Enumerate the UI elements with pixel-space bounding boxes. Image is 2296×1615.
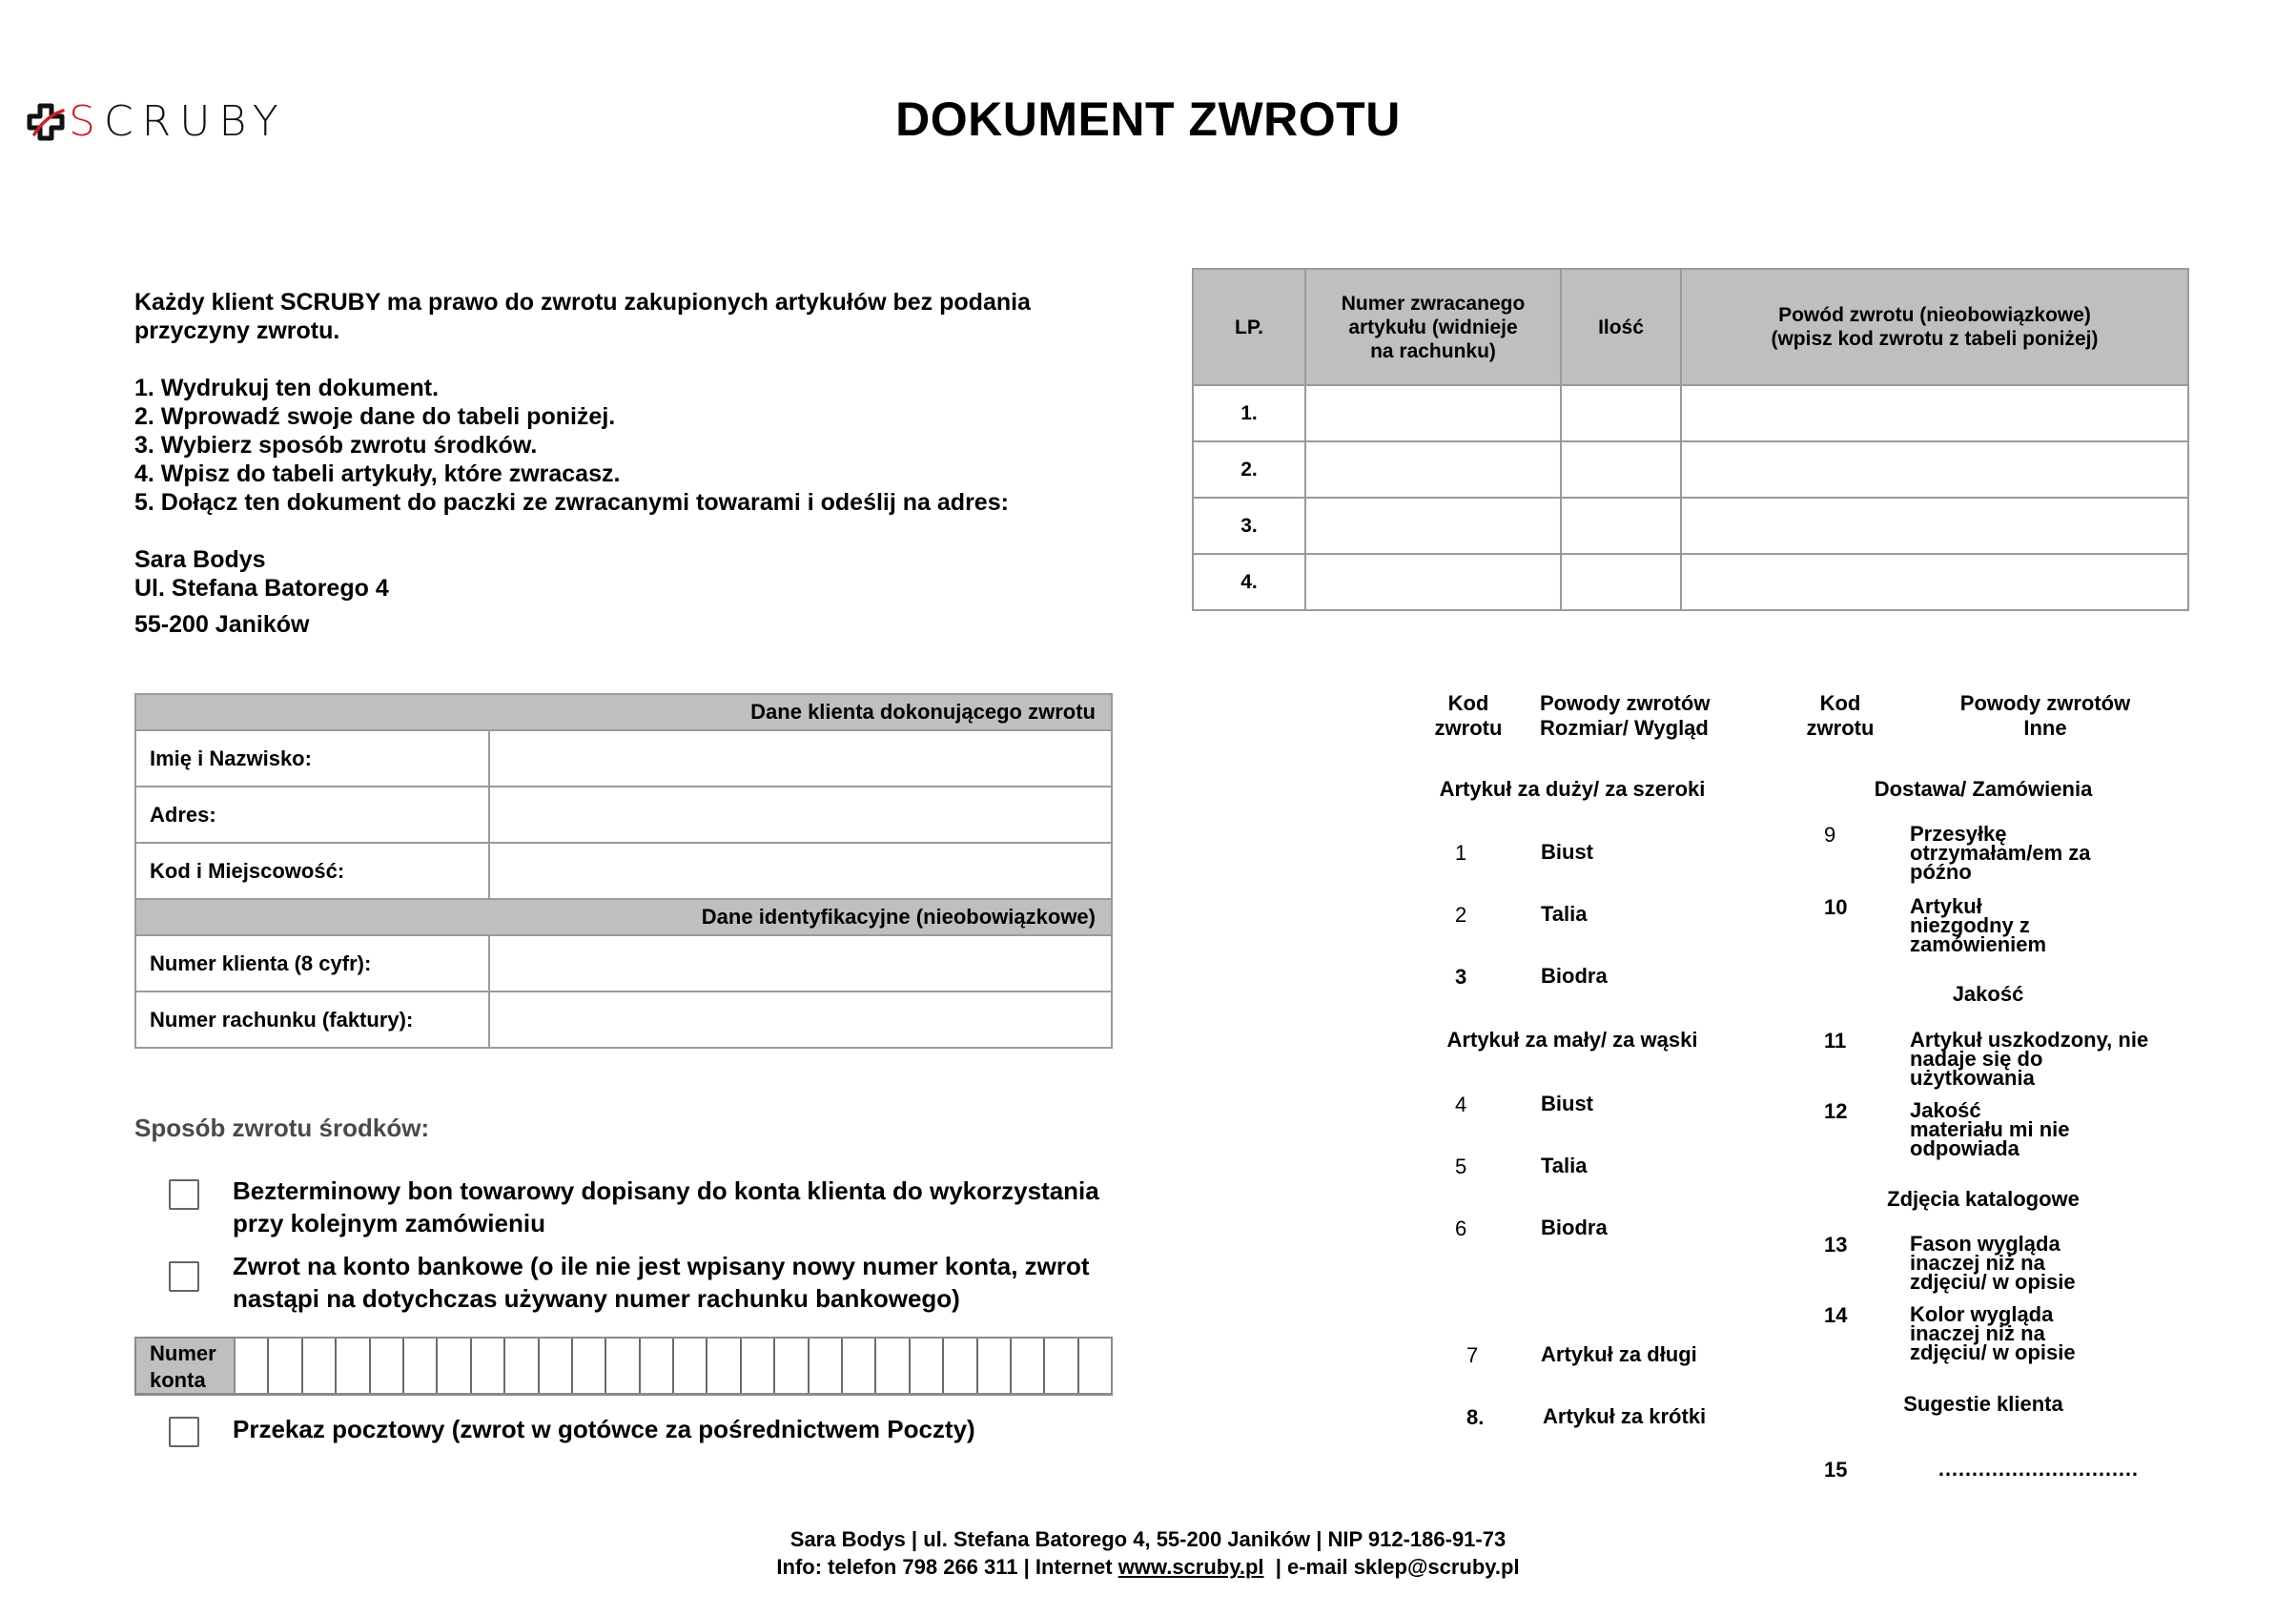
return-code: 9 <box>1824 823 1836 847</box>
col-header-lp: LP. <box>1193 269 1305 385</box>
client-data-header: Dane klienta dokonującego zwrotu <box>135 694 1112 730</box>
codes-right-reason-header <box>1917 691 2174 741</box>
account-digit-box[interactable] <box>404 1339 438 1393</box>
address-field[interactable] <box>489 787 1112 843</box>
custom-reason-blank[interactable]: ………………………… <box>1937 1457 2138 1481</box>
footer <box>0 1525 2296 1581</box>
page-title: DOKUMENT ZWROTU <box>895 92 1401 146</box>
account-label-line: Numer <box>150 1341 216 1365</box>
row-number: 3. <box>1193 498 1305 554</box>
reason-line: niezgodny z <box>1910 913 2030 937</box>
reason-line: materiału mi nie <box>1910 1117 2070 1141</box>
table-row <box>1193 554 2188 610</box>
account-digit-box[interactable] <box>775 1339 809 1393</box>
return-code: 6 <box>1455 1216 1467 1240</box>
logo-wordmark: SCRUBY <box>69 97 287 146</box>
account-digit-box[interactable] <box>1012 1339 1045 1393</box>
return-reason: Artykuł za krótki <box>1543 1404 1707 1428</box>
code-group-heading: Jakość <box>1952 982 2024 1006</box>
return-code: 2 <box>1455 903 1467 927</box>
reason-line: inaczej niż na <box>1910 1321 2045 1345</box>
header-line: Powody zwrotów <box>1959 691 2131 715</box>
return-reason <box>1910 822 2091 884</box>
return-code: 4 <box>1455 1093 1467 1116</box>
return-reason: Artykuł za długi <box>1541 1342 1697 1366</box>
reason-line: Fason wygląda <box>1910 1232 2060 1256</box>
account-number-row <box>134 1337 1113 1396</box>
step-item: 2. Wprowadź swoje dane do tabeli poniżej. <box>134 403 616 430</box>
header-line: na rachunku) <box>1370 339 1496 362</box>
account-digit-box[interactable] <box>978 1339 1012 1393</box>
return-code: 11 <box>1824 1029 1847 1053</box>
reason-line: Artykuł <box>1910 894 1982 918</box>
header-line: Inne <box>2023 716 2067 740</box>
header-line: Rozmiar/ Wygląd <box>1540 716 1709 740</box>
return-code: 13 <box>1824 1233 1848 1257</box>
bank-transfer-checkbox[interactable] <box>169 1261 199 1292</box>
col-header-article <box>1305 269 1561 385</box>
article-number-cell[interactable] <box>1305 554 1561 610</box>
table-row <box>1193 385 2188 441</box>
reason-line: nadaje się do <box>1910 1047 2043 1071</box>
header-line: (wpisz kod zwrotu z tabeli poniżej) <box>1771 328 2099 350</box>
account-digit-boxes <box>236 1339 1111 1393</box>
account-digit-box[interactable] <box>1079 1339 1111 1393</box>
row-number: 2. <box>1193 441 1305 498</box>
account-digit-box[interactable] <box>438 1339 471 1393</box>
table-row <box>1193 498 2188 554</box>
return-code: 15 <box>1824 1458 1848 1482</box>
quantity-cell[interactable] <box>1561 554 1681 610</box>
address-city: 55-200 Janików <box>134 611 310 638</box>
article-number-cell[interactable] <box>1305 385 1561 441</box>
header-line: Numer zwracanego <box>1341 292 1526 315</box>
refund-method-heading: Sposób zwrotu środków: <box>134 1114 430 1142</box>
table-row <box>135 730 1112 787</box>
return-code: 7 <box>1466 1343 1479 1367</box>
reason-line: inaczej niż na <box>1910 1251 2045 1275</box>
account-label-line: konta <box>150 1368 206 1392</box>
return-reason <box>1910 1028 2149 1090</box>
step-item: 5. Dołącz ten dokument do paczki ze zwracanymi towarami i odeślij na adres: <box>134 489 1009 516</box>
codes-right-code-header <box>1793 691 1888 741</box>
step-item: 3. Wybierz sposób zwrotu środków. <box>134 432 538 459</box>
reason-cell[interactable] <box>1681 441 2188 498</box>
return-reason <box>1910 894 2047 956</box>
instructions <box>134 288 1126 639</box>
step-item: 1. Wydrukuj ten dokument. <box>134 375 440 401</box>
account-number-label <box>136 1339 236 1393</box>
codes-left-reason-header <box>1540 691 1710 741</box>
field-label: Kod i Miejscowość: <box>135 843 489 899</box>
header-line: Powody zwrotów <box>1540 691 1711 715</box>
footer-company-line: Sara Bodys | ul. Stefana Batorego 4, 55-200 Janików | NIP 912-186-91-73 <box>789 1527 1507 1551</box>
header-line: Powód zwrotu (nieobowiązkowe) <box>1778 304 2091 326</box>
reason-line: zdjęciu/ w opisie <box>1910 1340 2076 1364</box>
client-data-table <box>134 693 1113 1049</box>
account-digit-box[interactable] <box>303 1339 337 1393</box>
header-line: zwrotu <box>1434 716 1503 740</box>
reason-cell[interactable] <box>1681 554 2188 610</box>
account-digit-box[interactable] <box>641 1339 674 1393</box>
account-digit-box[interactable] <box>269 1339 302 1393</box>
postal-order-option-label: Przekaz pocztowy (zwrot w gotówce za pośrednictwem Poczty) <box>233 1415 975 1443</box>
reason-cell[interactable] <box>1681 498 2188 554</box>
code-group-heading: Artykuł za duży/ za szeroki <box>1439 777 1706 801</box>
header-line: artykułu (widnieje <box>1348 316 1518 338</box>
table-row <box>135 935 1112 991</box>
identification-header: Dane identyfikacyjne (nieobowiązkowe) <box>135 899 1112 935</box>
footer-contact-line <box>0 1553 2296 1581</box>
voucher-option-label: Bezterminowy bon towarowy dopisany do konta klienta do wykorzystania przy kolejnym zamówieniu <box>233 1176 1099 1237</box>
account-digit-box[interactable] <box>707 1339 741 1393</box>
return-reason: Talia <box>1541 1154 1588 1177</box>
reason-line: późno <box>1910 860 1972 884</box>
quantity-cell[interactable] <box>1561 498 1681 554</box>
account-digit-box[interactable] <box>810 1339 843 1393</box>
reason-line: zdjęciu/ w opisie <box>1910 1270 2076 1294</box>
return-reason <box>1910 1098 2070 1160</box>
reason-line: otrzymałam/em za <box>1910 841 2091 865</box>
table-row <box>135 787 1112 843</box>
reason-line: odpowiada <box>1910 1136 2019 1160</box>
header-line: zwrotu <box>1806 716 1875 740</box>
return-code: 5 <box>1455 1155 1467 1178</box>
field-label: Numer rachunku (faktury): <box>135 991 489 1048</box>
header-line: Kod <box>1819 691 1861 715</box>
code-group-heading: Artykuł za mały/ za wąski <box>1446 1028 1698 1052</box>
article-number-cell[interactable] <box>1305 498 1561 554</box>
reason-cell[interactable] <box>1681 385 2188 441</box>
address-street: Ul. Stefana Batorego 4 <box>134 575 389 602</box>
account-digit-box[interactable] <box>911 1339 944 1393</box>
account-digit-box[interactable] <box>843 1339 876 1393</box>
col-header-reason <box>1681 269 2188 385</box>
account-digit-box[interactable] <box>505 1339 539 1393</box>
row-number: 4. <box>1193 554 1305 610</box>
field-label: Adres: <box>135 787 489 843</box>
return-code: 3 <box>1455 965 1467 989</box>
return-reason: Talia <box>1541 902 1588 926</box>
return-reason <box>1910 1302 2076 1364</box>
table-row <box>135 991 1112 1048</box>
table-row <box>135 843 1112 899</box>
return-code: 12 <box>1824 1099 1848 1123</box>
code-group-heading: Zdjęcia katalogowe <box>1887 1187 2080 1211</box>
reason-line: użytkowania <box>1910 1066 2035 1090</box>
return-code: 10 <box>1824 895 1848 919</box>
reason-line: zamówieniem <box>1910 932 2047 956</box>
header-line: Kod <box>1447 691 1489 715</box>
account-digit-box[interactable] <box>674 1339 707 1393</box>
return-code: 1 <box>1455 841 1467 865</box>
code-group-heading: Sugestie klienta <box>1903 1392 2063 1416</box>
account-digit-box[interactable] <box>944 1339 977 1393</box>
bank-transfer-option-label: Zwrot na konto bankowe (o ile nie jest wpisany nowy numer konta, zwrot nastąpi na dotychczas używany numer rachunku bankowego) <box>233 1252 1090 1313</box>
row-number: 1. <box>1193 385 1305 441</box>
table-row <box>1193 441 2188 498</box>
account-digit-box[interactable] <box>472 1339 505 1393</box>
invoice-number-field[interactable] <box>489 991 1112 1048</box>
account-digit-box[interactable] <box>876 1339 910 1393</box>
reason-line: Artykuł uszkodzony, nie <box>1910 1028 2149 1052</box>
code-group-heading: Dostawa/ Zamówienia <box>1874 777 2093 801</box>
quantity-cell[interactable] <box>1561 385 1681 441</box>
client-number-field[interactable] <box>489 935 1112 991</box>
account-digit-box[interactable] <box>742 1339 775 1393</box>
return-code: 14 <box>1824 1303 1848 1327</box>
account-digit-box[interactable] <box>573 1339 606 1393</box>
codes-left-code-header <box>1421 691 1516 741</box>
return-reason: Biodra <box>1541 964 1608 988</box>
reason-line: Kolor wygląda <box>1910 1302 2054 1326</box>
col-header-qty: Ilość <box>1561 269 1681 385</box>
article-number-cell[interactable] <box>1305 441 1561 498</box>
return-reason: Biodra <box>1541 1216 1608 1239</box>
return-reason <box>1910 1232 2076 1294</box>
return-code: 8. <box>1466 1405 1485 1429</box>
field-label: Imię i Nazwisko: <box>135 730 489 787</box>
quantity-cell[interactable] <box>1561 441 1681 498</box>
voucher-checkbox[interactable] <box>169 1179 199 1210</box>
intro-paragraph: Każdy klient SCRUBY ma prawo do zwrotu zakupionych artykułów bez podania przyczyny zwrotu. <box>134 289 1031 344</box>
return-reason: Biust <box>1541 840 1593 864</box>
account-digit-box[interactable] <box>606 1339 640 1393</box>
account-digit-box[interactable] <box>337 1339 370 1393</box>
address-name: Sara Bodys <box>134 546 266 573</box>
account-digit-box[interactable] <box>1045 1339 1078 1393</box>
reason-line: Jakość <box>1910 1098 1981 1122</box>
account-digit-box[interactable] <box>236 1339 269 1393</box>
reason-line: Przesyłkę <box>1910 822 2007 846</box>
account-digit-box[interactable] <box>540 1339 573 1393</box>
field-label: Numer klienta (8 cyfr): <box>135 935 489 991</box>
footer-email: | e-mail sklep@scruby.pl <box>1263 1555 1520 1579</box>
postal-order-checkbox[interactable] <box>169 1417 199 1447</box>
account-digit-box[interactable] <box>371 1339 404 1393</box>
step-item: 4. Wpisz do tabeli artykuły, które zwracasz. <box>134 460 621 487</box>
name-field[interactable] <box>489 730 1112 787</box>
return-reason: Biust <box>1541 1092 1593 1115</box>
postal-city-field[interactable] <box>489 843 1112 899</box>
footer-phone: Info: telefon 798 266 311 | Internet <box>776 1555 1118 1579</box>
website-link[interactable]: www.scruby.pl <box>1117 1555 1264 1579</box>
returned-items-table <box>1192 268 2189 611</box>
